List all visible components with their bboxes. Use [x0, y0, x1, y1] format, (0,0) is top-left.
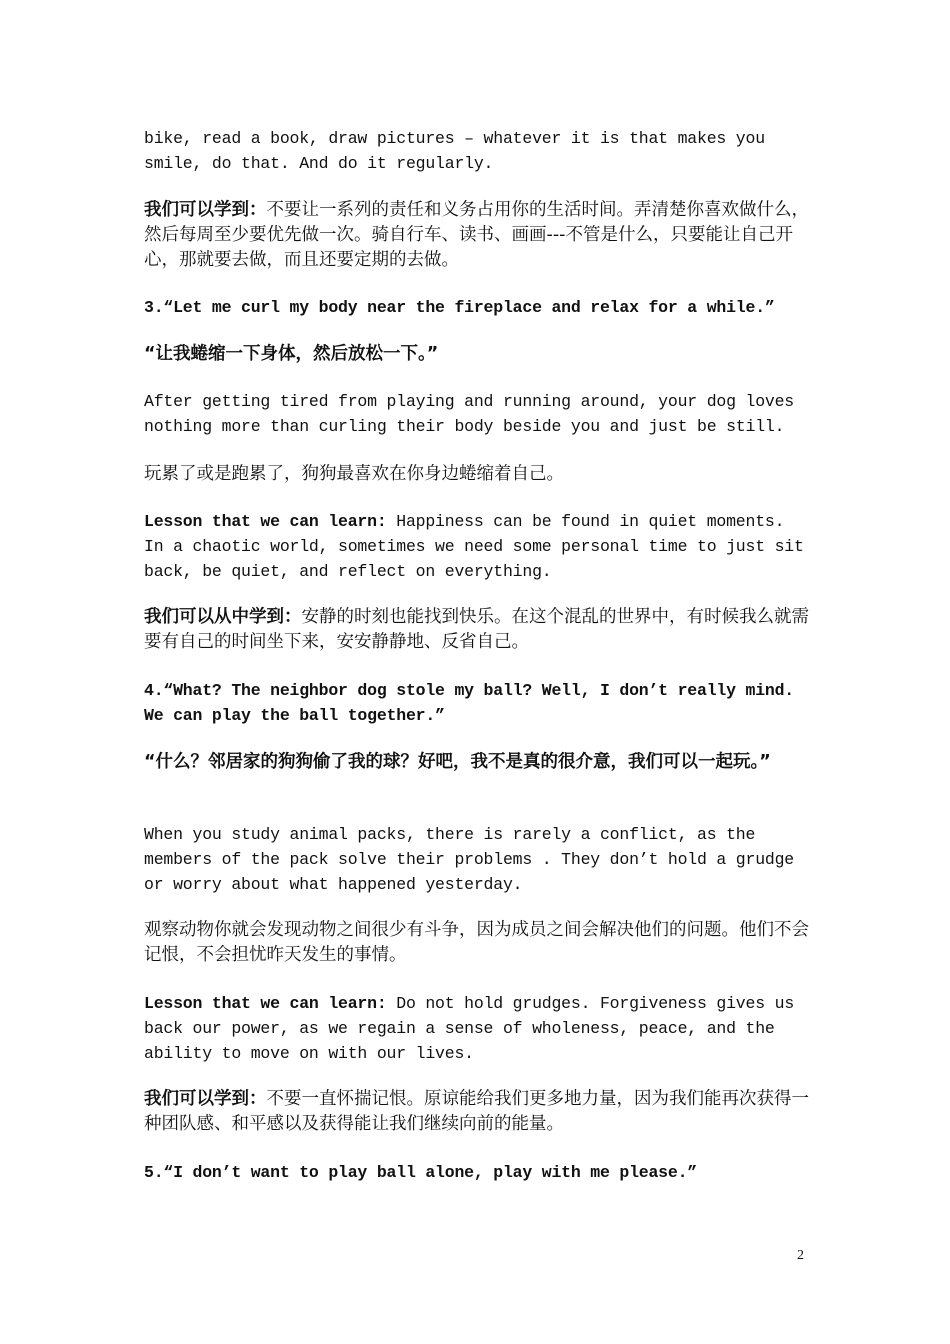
lesson-label: Lesson that we can learn:: [144, 512, 397, 531]
english-paragraph: When you study animal packs, there is rarely a conflict, as the members of the pack solve their problems . They don’t hold a grudge or worry about what happened yesterday.: [144, 825, 804, 894]
lesson-label: 我们可以学到：: [144, 1089, 267, 1109]
chinese-paragraph: 观察动物你就会发现动物之间很少有斗争，因为成员之间会解决他们的问题。他们不会记恨，不会担忧昨天发生的事情。: [144, 920, 809, 965]
lesson-paragraph-cn: [144, 198, 810, 273]
section-heading-en: 4.“What? The neighbor dog stole my ball? Well, I don’t really mind. We can play the ball together.”: [144, 681, 804, 725]
lesson-label: 我们可以学到：: [144, 200, 267, 220]
section-heading-en: 5.“I don’t want to play ball alone, play with me please.”: [144, 1163, 697, 1182]
section-heading-cn: “让我蜷缩一下身体，然后放松一下。”: [144, 344, 439, 364]
lesson-label: 我们可以从中学到：: [144, 607, 302, 627]
chinese-paragraph: 玩累了或是跑累了，狗狗最喜欢在你身边蜷缩着自己。: [144, 464, 564, 484]
lesson-paragraph-en: [144, 991, 810, 1066]
english-paragraph: bike, read a book, draw pictures – whatever it is that makes you smile, do that. And do it regularly.: [144, 129, 775, 173]
section-heading-en: 3.“Let me curl my body near the fireplace and relax for a while.”: [144, 298, 775, 317]
lesson-paragraph-cn: [144, 605, 810, 655]
lesson-text: 不要让一系列的责任和义务占用你的生活时间。弄清楚你喜欢做什么，然后每周至少要优先做一次。骑自行车、读书、画画---不管是什么，只要能让自己开心，那就要去做，而且还要定期的去做。: [144, 200, 809, 270]
lesson-label: Lesson that we can learn:: [144, 994, 397, 1013]
page-number: 2: [797, 1248, 804, 1263]
section-heading-cn: “什么？邻居家的狗狗偷了我的球？好吧，我不是真的很介意，我们可以一起玩。”: [144, 752, 771, 772]
lesson-text: Do not hold grudges. Forgiveness gives us back our power, as we regain a sense of wholeness, peace, and the ability to move on with our lives.: [144, 994, 804, 1063]
lesson-paragraph-en: [144, 509, 814, 584]
lesson-paragraph-cn: [144, 1087, 810, 1137]
lesson-text: Happiness can be found in quiet moments. In a chaotic world, sometimes we need some personal time to just sit back, be quiet, and reflect on everything.: [144, 512, 814, 581]
english-paragraph: After getting tired from playing and running around, your dog loves nothing more than curling their body beside you and just be still.: [144, 392, 804, 436]
lesson-text: 安静的时刻也能找到快乐。在这个混乱的世界中，有时候我么就需要有自己的时间坐下来，安安静静地、反省自己。: [144, 607, 809, 652]
lesson-text: 不要一直怀揣记恨。原谅能给我们更多地力量，因为我们能再次获得一种团队感、和平感以及获得能让我们继续向前的能量。: [144, 1089, 809, 1134]
